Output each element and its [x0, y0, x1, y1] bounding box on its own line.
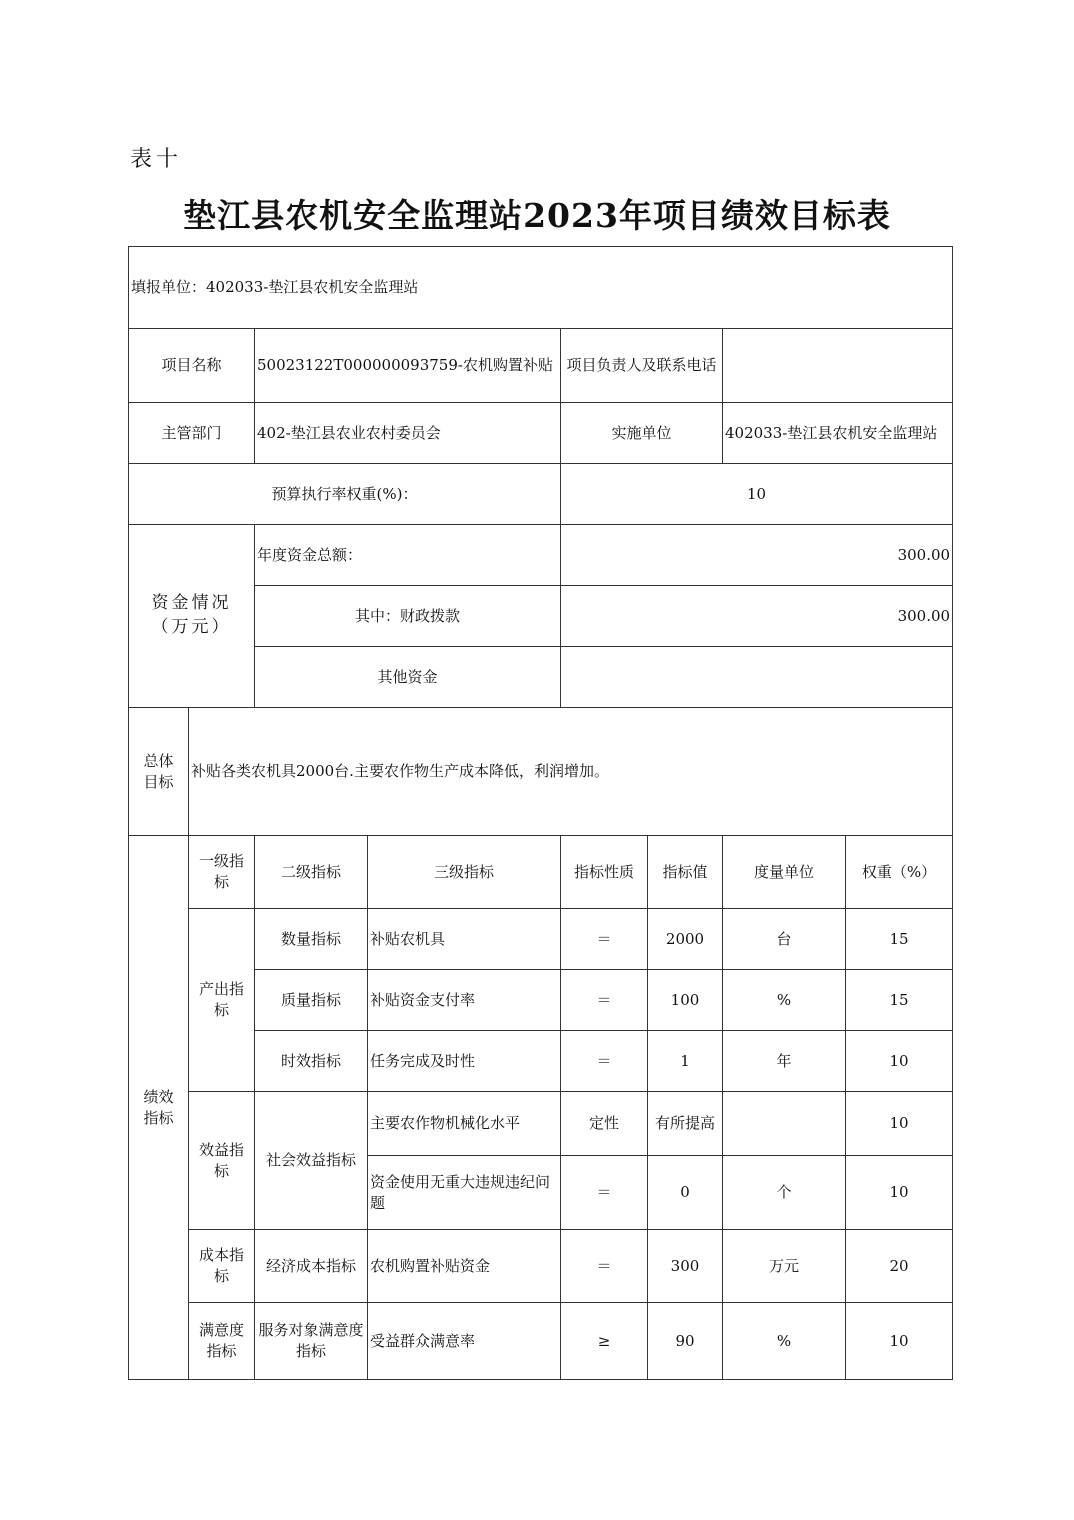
row-level2: 经济成本指标 [255, 1230, 368, 1303]
performance-table [128, 246, 953, 1380]
fill-unit: 填报单位：402033-垫江县农机安全监理站 [129, 247, 953, 329]
fiscal-value: 300.00 [561, 586, 953, 647]
group-satisfaction-line2: 指标 [206, 1342, 237, 1360]
row-unit [723, 1092, 846, 1156]
row-value: 300 [648, 1230, 723, 1303]
header-level1-line1: 一级指 [198, 852, 244, 870]
page-title: 垫江县农机安全监理站2023年项目绩效目标表 [183, 196, 891, 235]
header-level1-line2: 标 [213, 873, 229, 891]
annual-label: 年度资金总额： [255, 525, 561, 586]
row-level3: 补贴农机具 [368, 909, 561, 970]
group-benefit-line2: 标 [213, 1161, 229, 1180]
impl-label: 实施单位 [561, 403, 723, 464]
goal-label-line1: 总体 [143, 751, 174, 770]
funds-label [129, 525, 255, 708]
group-output [189, 909, 255, 1092]
row-level3: 主要农作物机械化水平 [368, 1092, 561, 1156]
table-row [129, 1230, 953, 1303]
row-value: 100 [648, 970, 723, 1031]
goal-text: 补贴各类农机具2000台.主要农作物生产成本降低，利润增加。 [189, 708, 953, 836]
funds-annual-row [129, 525, 953, 586]
project-name-row [129, 329, 953, 403]
other-label: 其他资金 [255, 647, 561, 708]
group-output-line1: 产出指 [198, 980, 244, 998]
table-label: 表十 [130, 147, 183, 172]
budget-rate-row [129, 464, 953, 525]
row-level2: 质量指标 [255, 970, 368, 1031]
row-nature: ＝ [561, 1031, 648, 1092]
row-weight: 15 [846, 909, 953, 970]
row-unit: 台 [723, 909, 846, 970]
row-value: 0 [648, 1156, 723, 1230]
group-satisfaction [189, 1303, 255, 1380]
header-value: 指标值 [648, 836, 723, 909]
group-cost-line1: 成本指 [198, 1246, 244, 1264]
row-level2: 数量指标 [255, 909, 368, 970]
funds-label-line1: 资金情况 [151, 593, 232, 614]
dept-row [129, 403, 953, 464]
other-value [561, 647, 953, 708]
row-unit: 年 [723, 1031, 846, 1092]
header-weight: 权重（%） [846, 836, 953, 909]
table-row [129, 1303, 953, 1380]
row-level2: 服务对象满意度指标 [255, 1303, 368, 1380]
goal-label-line2: 目标 [143, 772, 174, 791]
dept-value: 402-垫江县农业农村委员会 [255, 403, 561, 464]
group-output-line2: 标 [213, 1001, 229, 1019]
row-unit: % [723, 970, 846, 1031]
project-name-value: 50023122T000000093759-农机购置补贴 [255, 329, 561, 403]
header-level1 [189, 836, 255, 909]
budget-rate-label: 预算执行率权重(%)： [129, 464, 561, 525]
row-value: 90 [648, 1303, 723, 1380]
table-row [129, 1092, 953, 1156]
row-level3: 受益群众满意率 [368, 1303, 561, 1380]
row-unit: 个 [723, 1156, 846, 1230]
row-unit: % [723, 1303, 846, 1380]
impl-value: 402033-垫江县农机安全监理站 [723, 403, 953, 464]
row-value: 2000 [648, 909, 723, 970]
row-level2: 社会效益指标 [255, 1092, 368, 1230]
budget-rate-value: 10 [561, 464, 953, 525]
perf-header-row [129, 836, 953, 909]
annual-value: 300.00 [561, 525, 953, 586]
funds-label-line2: （万元） [151, 617, 232, 637]
row-unit: 万元 [723, 1230, 846, 1303]
goal-row [129, 708, 953, 836]
perf-side-label [129, 836, 189, 1380]
row-level3: 农机购置补贴资金 [368, 1230, 561, 1303]
group-cost-line2: 标 [213, 1267, 229, 1285]
header-nature: 指标性质 [561, 836, 648, 909]
row-weight: 10 [846, 1092, 953, 1156]
row-level3: 任务完成及时性 [368, 1031, 561, 1092]
row-level2: 时效指标 [255, 1031, 368, 1092]
perf-side-label-line2: 指标 [143, 1108, 174, 1127]
row-weight: 10 [846, 1303, 953, 1380]
row-value: 有所提高 [648, 1092, 723, 1156]
row-nature: 定性 [561, 1092, 648, 1156]
group-satisfaction-line1: 满意度 [198, 1321, 244, 1339]
row-weight: 10 [846, 1156, 953, 1230]
row-value: 1 [648, 1031, 723, 1092]
row-weight: 15 [846, 970, 953, 1031]
row-nature: ≥ [561, 1303, 648, 1380]
contact-value [723, 329, 953, 403]
row-nature: ＝ [561, 1156, 648, 1230]
goal-label [129, 708, 189, 836]
fill-unit-row [129, 247, 953, 329]
header-level2: 二级指标 [255, 836, 368, 909]
header-level3: 三级指标 [368, 836, 561, 909]
header-unit: 度量单位 [723, 836, 846, 909]
project-name-label: 项目名称 [129, 329, 255, 403]
group-benefit [189, 1092, 255, 1230]
row-nature: ＝ [561, 970, 648, 1031]
perf-side-label-line1: 绩效 [143, 1087, 174, 1106]
group-cost [189, 1230, 255, 1303]
row-nature: ＝ [561, 909, 648, 970]
row-nature: ＝ [561, 1230, 648, 1303]
row-level3: 补贴资金支付率 [368, 970, 561, 1031]
contact-label: 项目负责人及联系电话 [561, 329, 723, 403]
dept-label: 主管部门 [129, 403, 255, 464]
group-benefit-line1: 效益指 [198, 1140, 244, 1159]
row-weight: 10 [846, 1031, 953, 1092]
row-level3: 资金使用无重大违规违纪问题 [368, 1156, 561, 1230]
table-row [129, 909, 953, 970]
fiscal-label: 其中：财政拨款 [255, 586, 561, 647]
row-weight: 20 [846, 1230, 953, 1303]
